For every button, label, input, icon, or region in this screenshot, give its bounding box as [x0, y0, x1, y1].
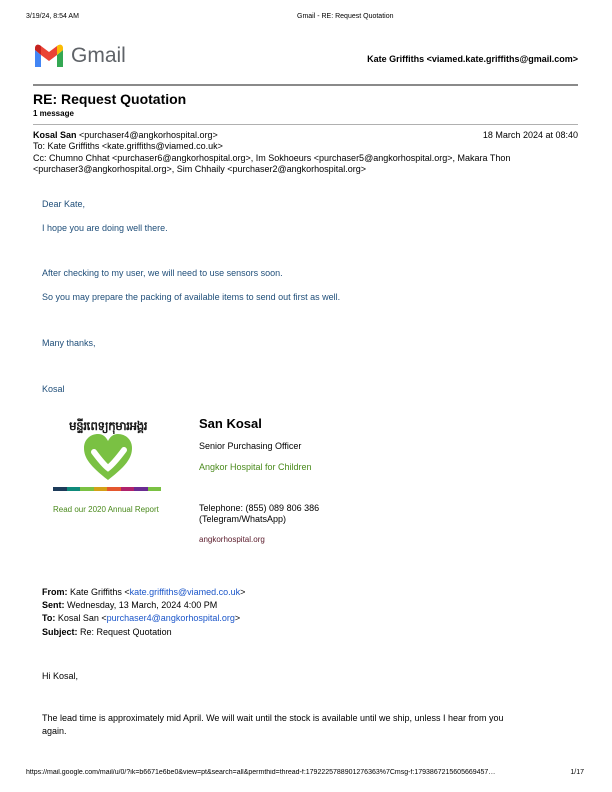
quoted-subject — [42, 627, 172, 637]
color-bar-segment — [148, 487, 162, 491]
signature-website[interactable]: angkorhospital.org — [199, 535, 265, 544]
sender-name: Kosal San — [33, 130, 77, 140]
quoted-greeting: Hi Kosal, — [42, 671, 79, 681]
gmail-logo-text: Gmail — [71, 44, 126, 67]
quoted-from-label: From: — [42, 587, 68, 597]
color-bar-segment — [107, 487, 121, 491]
quoted-from-name: Kate Griffiths < — [70, 587, 130, 597]
body-line-3: So you may prepare the packing of available items to send out first as well. — [42, 292, 341, 302]
quoted-to-email-link[interactable]: purchaser4@angkorhospital.org — [106, 613, 235, 623]
subject-divider — [33, 124, 578, 125]
color-bar-segment — [121, 487, 135, 491]
print-footer-url: https://mail.google.com/mail/u/0/?ik=b6671e6be0&view=pt&search=all&permthid=thread-f:1792225788901276363%7Cmsg-f:1793867215605669457… — [26, 769, 496, 776]
quoted-subject-value: Re: Request Quotation — [80, 627, 172, 637]
color-bar-segment — [134, 487, 148, 491]
color-bar-segment — [53, 487, 67, 491]
quoted-to — [42, 613, 240, 623]
body-greeting: Dear Kate, — [42, 199, 86, 209]
message-date: 18 March 2024 at 08:40 — [482, 130, 578, 140]
quoted-from-email-link[interactable]: kate.griffiths@viamed.co.uk — [129, 587, 241, 597]
color-bar-segment — [80, 487, 94, 491]
quoted-to-name: Kosal San < — [57, 613, 107, 623]
message-count: 1 message — [33, 109, 74, 118]
quoted-from-end: > — [240, 587, 246, 597]
account-identity: Kate Griffiths <viamed.kate.griffiths@gmail.com> — [367, 54, 578, 64]
sender-email: <purchaser4@angkorhospital.org> — [79, 130, 218, 140]
body-line-2: After checking to my user, we will need to use sensors soon. — [42, 268, 283, 278]
logo-color-bar — [53, 487, 161, 491]
signature-org: Angkor Hospital for Children — [199, 462, 312, 472]
message-cc-line2: <purchaser3@angkorhospital.org>, Sim Chhaily <purchaser2@angkorhospital.org> — [33, 164, 366, 174]
gmail-logo-icon — [33, 42, 65, 68]
color-bar-segment — [94, 487, 108, 491]
signature-name: San Kosal — [199, 416, 262, 431]
signature-phone: Telephone: (855) 089 806 386 — [199, 503, 320, 513]
annual-report-link[interactable]: Read our 2020 Annual Report — [53, 505, 159, 514]
signature-phone-note: (Telegram/WhatsApp) — [199, 514, 287, 524]
color-bar-segment — [67, 487, 81, 491]
signature-title: Senior Purchasing Officer — [199, 441, 302, 451]
quoted-sent-label: Sent: — [42, 600, 65, 610]
quoted-to-end: > — [234, 613, 241, 623]
quoted-from — [42, 587, 245, 597]
message-from — [33, 130, 218, 140]
message-cc-line1: Cc: Chumno Chhat <purchaser6@angkorhospital.org>, Im Sokhoeurs <purchaser5@angkorhospital.org>, Makara Thon — [33, 153, 511, 163]
quoted-para-line-1: The lead time is approximately mid April. We will wait until the stock is available until we ship, unless I hear from you — [42, 713, 504, 723]
body-closing: Many thanks, — [42, 338, 96, 348]
hospital-logo — [52, 414, 164, 494]
quoted-subject-label: Subject: — [42, 627, 78, 637]
quoted-sent — [42, 600, 217, 610]
quoted-sent-value: Wednesday, 13 March, 2024 4:00 PM — [67, 600, 218, 610]
print-datetime: 3/19/24, 8:54 AM — [26, 13, 79, 20]
body-line-1: I hope you are doing well there. — [42, 223, 168, 233]
quoted-to-label: To: — [42, 613, 56, 623]
body-signoff: Kosal — [42, 384, 65, 394]
print-page-title: Gmail - RE: Request Quotation — [297, 13, 394, 20]
print-footer-page: 1/17 — [570, 769, 584, 776]
quoted-para-line-2: again. — [42, 726, 67, 736]
message-to: To: Kate Griffiths <kate.griffiths@viamed.co.uk> — [33, 141, 223, 151]
thread-subject: RE: Request Quotation — [33, 91, 187, 107]
logo-script: មន្ទីរពេទ្យកុមារអង្គរ — [68, 419, 148, 433]
heart-icon — [80, 430, 136, 484]
header-divider — [33, 84, 578, 86]
